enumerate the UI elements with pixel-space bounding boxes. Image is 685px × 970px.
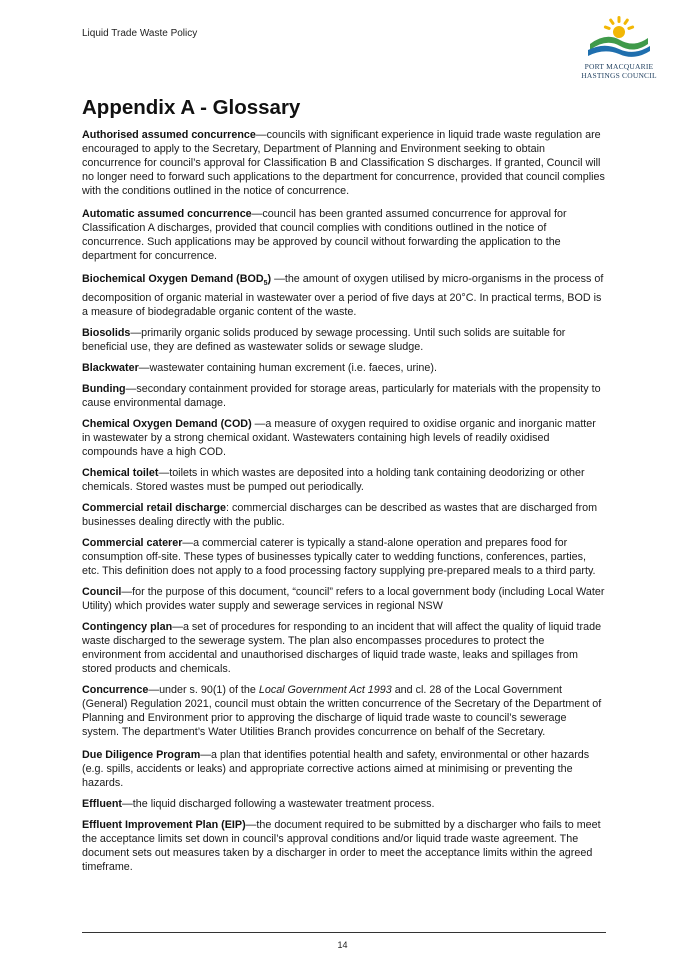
- glossary-entry: [82, 272, 606, 319]
- glossary-list: [82, 128, 606, 881]
- glossary-term: Commercial retail discharge: [82, 502, 226, 515]
- glossary-term: Effluent: [82, 798, 123, 811]
- glossary-definition: —under s. 90(1) of the: [148, 684, 259, 697]
- glossary-entry: [82, 361, 606, 375]
- document-header-title: Liquid Trade Waste Policy: [82, 28, 198, 39]
- council-logo: [574, 14, 664, 80]
- glossary-definition: —the amount of oxygen utilised by micro-organisms in the process of decomposition of organic material in wastewater over a period of five days at 20°C. In practical terms, BOD is a measure of biodegradable organic content of the waste.: [82, 273, 604, 319]
- glossary-definition: —the liquid discharged following a wastewater treatment process.: [122, 798, 435, 811]
- glossary-entry: [82, 326, 606, 354]
- glossary-term: Concurrence: [82, 684, 149, 697]
- glossary-entry: [82, 620, 606, 676]
- glossary-definition: : commercial discharges can be described as wastes that are discharged from businesses dealing directly with the public.: [82, 502, 598, 529]
- page-number: 14: [337, 940, 348, 950]
- glossary-definition: —secondary containment provided for storage areas, particularly for materials with the propensity to cause environmental damage.: [82, 383, 601, 410]
- glossary-term: Commercial caterer: [82, 537, 183, 550]
- sun-waves-icon: [586, 14, 652, 60]
- logo-text-line2: HASTINGS COUNCIL: [581, 71, 657, 80]
- glossary-definition: —primarily organic solids produced by sewage processing. Until such solids are suitable for beneficial use, they are defined as wastewater solids or sewage sludge.: [82, 327, 566, 354]
- glossary-definition: —toilets in which wastes are deposited into a holding tank containing deodorizing or other chemicals. Stored wastes must be pumped out periodically.: [82, 467, 585, 494]
- glossary-term: Contingency plan: [82, 621, 173, 634]
- glossary-definition: —a measure of oxygen required to oxidise organic and inorganic matter in wastewater by a strong chemical oxidant. Wastewaters containing high levels of readily oxidised compounds have a high COD.: [82, 418, 596, 459]
- glossary-term: Council: [82, 586, 122, 599]
- glossary-term: Chemical Oxygen Demand (COD): [82, 418, 252, 431]
- glossary-definition: —councils with significant experience in liquid trade waste regulation are encouraged to apply to the Secretary, Department of Planning and Environment seeking to obtain concurrence for council’s approval for Classification B and Classification S discharges. If granted, Council will no longer need to forward such applications to the department for concurrence, provided that council complies with the conditions outlined in the notice of concurrence.: [82, 129, 605, 197]
- glossary-definition: —a plan that identifies potential health and safety, environmental or other hazards (e.g. spills, accidents or leaks) and appropriate corrective actions aimed at minimising or preventing the hazards.: [82, 749, 590, 790]
- glossary-entry: [82, 748, 606, 790]
- glossary-definition: —wastewater containing human excrement (i.e. faeces, urine).: [138, 362, 437, 375]
- glossary-term: Authorised assumed concurrence: [82, 129, 256, 141]
- glossary-entry: [82, 466, 606, 494]
- glossary-definition-cont: and cl. 28 of the Local Government (General) Regulation 2021, council must obtain the written concurrence of the Secretary of the Department of Planning and Environment prior to approving the discharge of liquid trade waste to council’s sewerage system. The department’s Water Utilities Branch provides concurrence on behalf of the Secretary.: [82, 684, 602, 739]
- glossary-entry: [82, 207, 606, 263]
- glossary-term: Effluent Improvement Plan (EIP): [82, 819, 246, 832]
- glossary-entry: [82, 382, 606, 410]
- glossary-definition: —a set of procedures for responding to an incident that will affect the quality of liquid trade waste discharged to the sewerage system. The plan also encompasses procedures to protect the environment from accidental and unauthorised discharges of liquid trade waste, leaks and spillages from stored products and chemicals.: [82, 621, 602, 676]
- glossary-term: Biochemical Oxygen Demand $(BOD_5)$: [82, 273, 272, 288]
- glossary-definition: —council has been granted assumed concurrence for approval for Classification A discharges, provided that council complies with conditions outlined in the notice of concurrence. Such applications may be approved by council without forwarding the application to the department for concurrence.: [82, 208, 567, 262]
- glossary-entry: [82, 683, 606, 739]
- page-title: Appendix A - Glossary: [82, 96, 301, 119]
- glossary-term: Chemical toilet: [82, 467, 159, 480]
- glossary-entry: [82, 128, 606, 198]
- glossary-term: Due Diligence Program: [82, 749, 201, 762]
- glossary-term: Blackwater: [82, 362, 139, 375]
- glossary-entry: [82, 797, 606, 811]
- glossary-term: Biosolids: [82, 327, 131, 340]
- glossary-definition: —for the purpose of this document, “council” refers to a local government body (including Local Water Utility) which provides water supply and sewerage services in regional NSW: [82, 586, 605, 613]
- glossary-definition-italic: Local Government Act 1993: [258, 684, 392, 697]
- glossary-entry: [82, 585, 606, 613]
- glossary-definition: —a commercial caterer is typically a stand-alone operation and prepares food for consumption off-site. These types of businesses typically cater to wedding functions, conferences, parties, etc. This definition does not apply to a food processing factory supplying pre-prepared meals to a third party.: [82, 537, 596, 578]
- glossary-entry: [82, 501, 606, 529]
- glossary-entry: [82, 417, 606, 459]
- logo-text-line1: PORT MACQUARIE: [584, 62, 654, 71]
- glossary-entry: [82, 818, 606, 874]
- glossary-term: Bunding: [82, 383, 126, 396]
- glossary-definition: —the document required to be submitted by a discharger who fails to meet the acceptance limits set down in council’s approval conditions and/or liquid trade waste agreement. The document sets out measures taken by a discharger in order to meet the acceptance limits within the agreed timeframe.: [82, 819, 601, 874]
- glossary-entry: [82, 536, 606, 578]
- footer-divider: [82, 932, 606, 933]
- glossary-term: Automatic assumed concurrence: [82, 208, 252, 220]
